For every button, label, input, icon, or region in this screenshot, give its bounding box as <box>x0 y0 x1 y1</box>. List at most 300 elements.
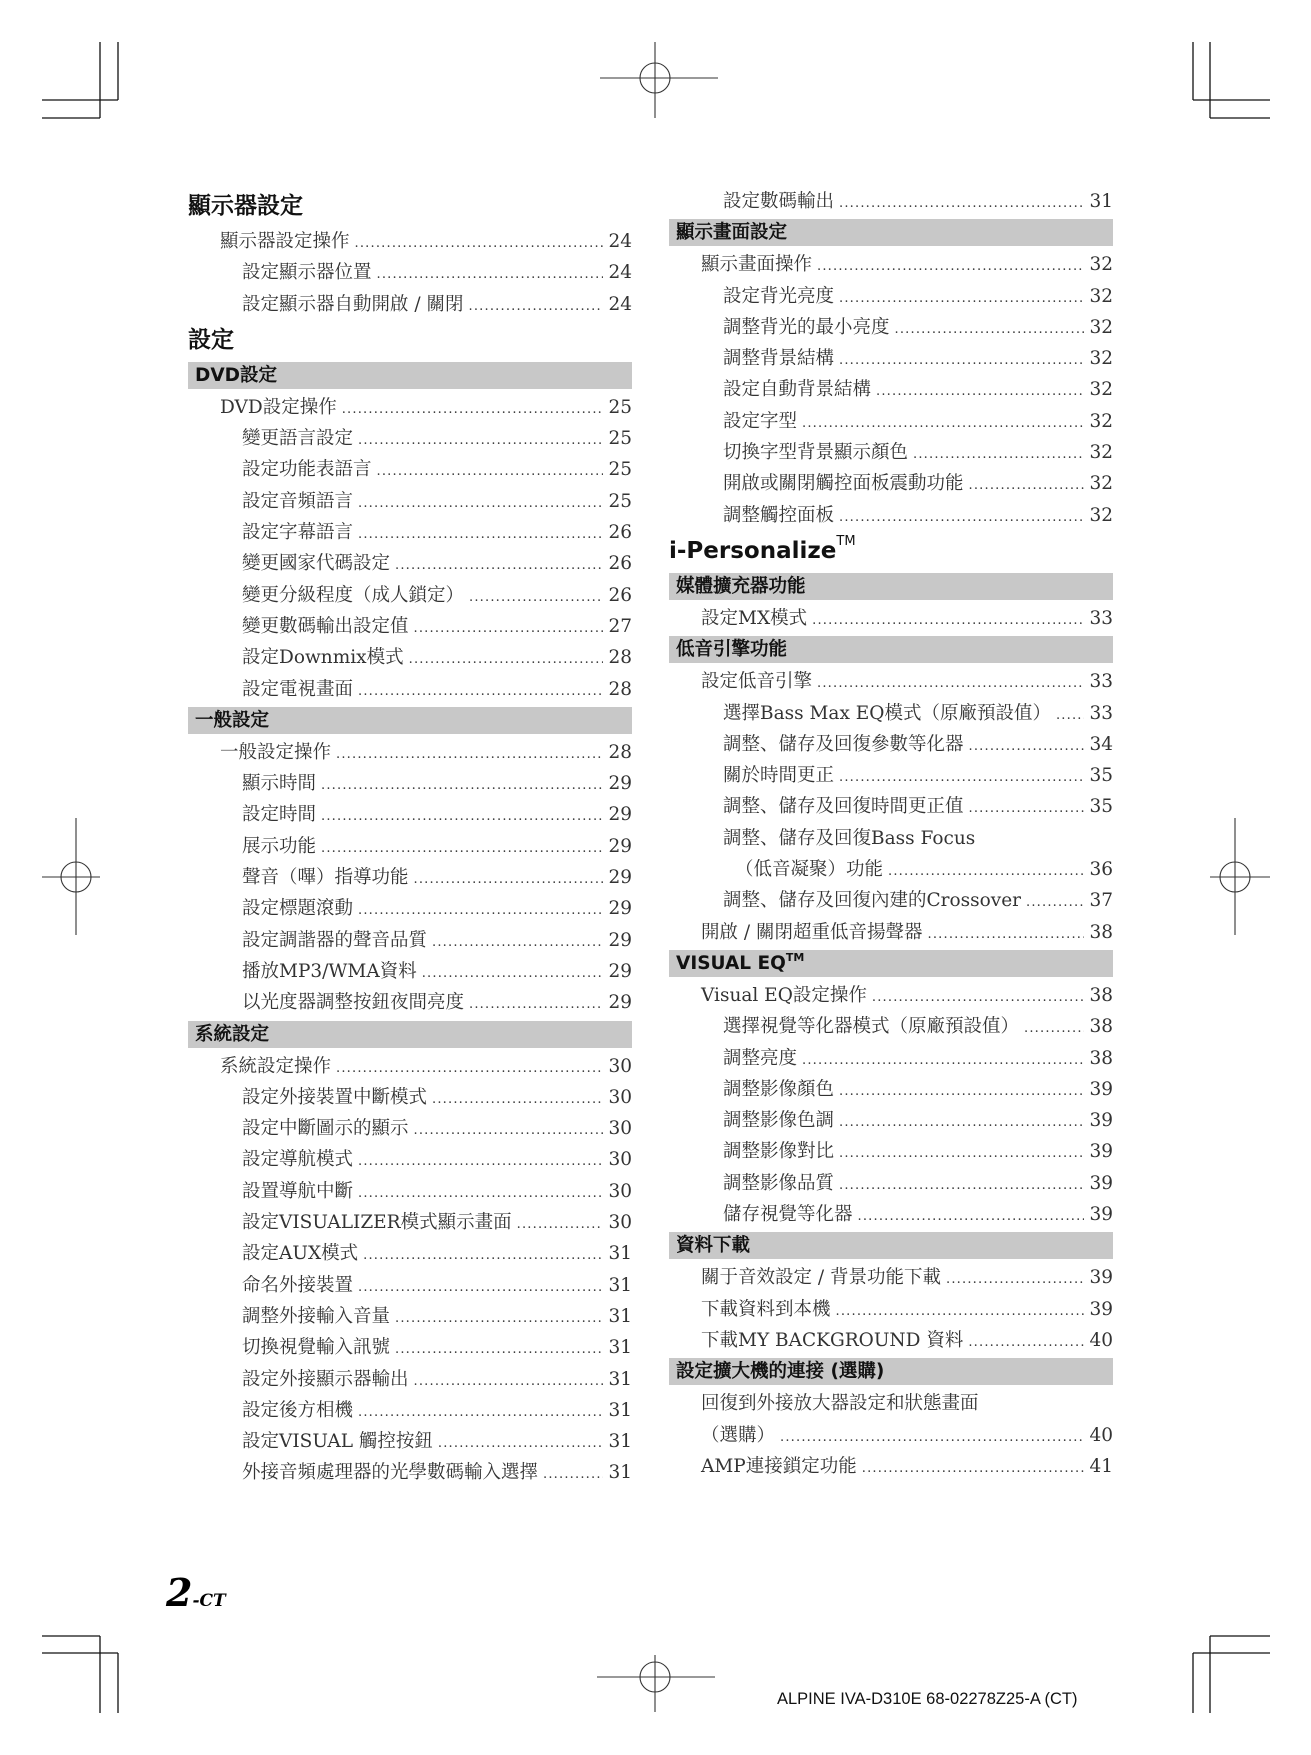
toc-entry[interactable] <box>669 698 1113 729</box>
toc-entry[interactable] <box>669 500 1113 531</box>
toc-entry[interactable] <box>669 281 1113 312</box>
toc-entry-title: 關於時間更正 <box>723 765 835 787</box>
toc-entry[interactable] <box>669 823 1113 854</box>
toc-entry[interactable] <box>188 642 632 673</box>
dot-leader <box>862 1453 1085 1484</box>
toc-entry-page: 41 <box>1089 1455 1113 1477</box>
toc-entry-page: 31 <box>608 1274 632 1296</box>
toc-entry[interactable] <box>669 854 1113 885</box>
toc-entry[interactable] <box>669 468 1113 499</box>
toc-entry-title: 顯示器設定操作 <box>220 231 350 252</box>
toc-entry[interactable] <box>188 674 632 705</box>
dot-leader <box>432 927 603 958</box>
dot-leader <box>839 1170 1084 1201</box>
dot-leader <box>358 895 603 926</box>
toc-entry[interactable] <box>669 791 1113 822</box>
toc-entry-title: 設定調諧器的聲音品質 <box>242 929 428 951</box>
toc-entry-title: 調整亮度 <box>723 1047 798 1069</box>
dot-leader <box>336 1053 603 1084</box>
toc-entry[interactable] <box>669 1325 1113 1356</box>
dot-leader <box>355 228 604 259</box>
toc-entry-title: 外接音頻處理器的光學數碼輸入選擇 <box>242 1462 539 1484</box>
subsection-heading <box>669 219 1113 246</box>
heading-text: DVD設定 <box>195 364 278 386</box>
toc-entry-title: 選擇視覺等化器模式（原廠預設值） <box>723 1016 1020 1038</box>
toc-entry-page: 38 <box>1089 1016 1113 1038</box>
section-heading <box>188 320 632 360</box>
toc-entry[interactable] <box>669 186 1113 217</box>
toc-entry[interactable] <box>188 289 632 320</box>
toc-entry-title: 設定時間 <box>242 804 317 826</box>
toc-entry[interactable] <box>188 1301 632 1332</box>
dot-leader <box>336 739 603 770</box>
toc-entry[interactable] <box>188 799 632 830</box>
subsection-heading <box>188 707 632 734</box>
toc-entry-title: 設定外接顯示器輸出 <box>242 1368 409 1390</box>
dot-leader <box>839 1076 1084 1107</box>
toc-entry[interactable] <box>188 987 632 1018</box>
toc-entry-page: 31 <box>608 1243 632 1265</box>
dot-leader <box>395 1334 603 1365</box>
dot-leader <box>321 801 603 832</box>
toc-entry-title: AMP連接鎖定功能 <box>701 1455 857 1477</box>
toc-entry-title: 切換字型背景顯示顏色 <box>723 442 909 464</box>
subsection-heading <box>669 636 1113 663</box>
toc-entry-title: 設定低音引擎 <box>701 671 813 693</box>
toc-entry-page: 29 <box>608 804 632 826</box>
dot-leader <box>358 1272 603 1303</box>
dot-leader <box>969 793 1085 824</box>
toc-entry-title: 設定Downmix模式 <box>242 647 404 669</box>
toc-entry-page: 25 <box>608 396 632 418</box>
toc-entry[interactable] <box>188 580 632 611</box>
toc-entry-page: 31 <box>1089 191 1113 212</box>
toc-entry-page: 33 <box>1089 702 1113 724</box>
toc-entry[interactable] <box>669 1043 1113 1074</box>
toc-entry[interactable] <box>188 768 632 799</box>
dot-leader <box>358 1146 603 1177</box>
toc-entry[interactable] <box>188 1144 632 1175</box>
dot-leader <box>469 291 604 322</box>
toc-entry-page: 32 <box>1089 379 1113 401</box>
toc-entry-title: 聲音（嗶）指導功能 <box>242 867 409 889</box>
toc-entry[interactable] <box>669 406 1113 437</box>
dot-leader <box>358 425 603 456</box>
toc-entry[interactable] <box>188 925 632 956</box>
toc-entry-title: 設定標題滾動 <box>242 898 354 920</box>
toc-entry[interactable] <box>188 1176 632 1207</box>
toc-entry-page: 31 <box>608 1368 632 1390</box>
toc-entry-page: 26 <box>608 522 632 544</box>
toc-entry-title: 顯示畫面操作 <box>701 254 813 276</box>
toc-entry[interactable] <box>188 956 632 987</box>
heading-text: 顯示器設定 <box>188 193 303 219</box>
dot-leader <box>780 1422 1084 1453</box>
toc-entry[interactable] <box>188 1082 632 1113</box>
dot-leader <box>802 408 1084 439</box>
dot-leader <box>342 394 604 425</box>
dot-leader <box>358 519 603 550</box>
toc-entry-page: 28 <box>608 647 632 669</box>
dot-leader <box>422 958 604 989</box>
dot-leader <box>876 376 1084 407</box>
toc-entry-title: 開啟或關閉觸控面板震動功能 <box>723 473 964 495</box>
toc-entry[interactable] <box>669 729 1113 760</box>
toc-entry[interactable] <box>188 893 632 924</box>
toc-entry-page: 31 <box>608 1462 632 1484</box>
dot-leader <box>395 1303 603 1334</box>
toc-entry[interactable] <box>188 1457 632 1488</box>
dot-leader <box>817 251 1084 282</box>
toc-entry[interactable] <box>669 312 1113 343</box>
toc-entry-title: 切換視覺輸入訊號 <box>242 1337 391 1359</box>
toc-entry-page: 40 <box>1089 1329 1113 1351</box>
dot-leader <box>969 470 1085 501</box>
toc-entry[interactable] <box>188 226 632 257</box>
heading-text: 系統設定 <box>195 1023 270 1045</box>
dot-leader <box>1026 887 1084 918</box>
dot-leader <box>895 314 1085 345</box>
toc-entry[interactable] <box>188 454 632 485</box>
toc-entry-title: 調整背光的最小亮度 <box>723 316 890 338</box>
dot-leader <box>839 502 1084 533</box>
toc-entry[interactable] <box>188 1238 632 1269</box>
dot-leader <box>928 919 1085 950</box>
toc-entry[interactable] <box>669 1011 1113 1042</box>
toc-entry-title: 設定電視畫面 <box>242 678 354 700</box>
toc-entry[interactable] <box>188 1113 632 1144</box>
toc-entry-title: 設定數碼輸出 <box>723 191 835 212</box>
page-number <box>166 1570 226 1615</box>
toc-entry[interactable] <box>188 862 632 893</box>
dot-leader <box>414 864 604 895</box>
dot-leader <box>432 1084 603 1115</box>
dot-leader <box>321 770 603 801</box>
dot-leader <box>438 1428 604 1459</box>
toc-entry-title: 設定VISUAL 觸控按鈕 <box>242 1431 433 1453</box>
toc-entry-page: 39 <box>1089 1172 1113 1194</box>
toc-entry-page: 38 <box>1089 1047 1113 1069</box>
toc-entry-title: 調整影像品質 <box>723 1172 835 1194</box>
toc-entry-title: 調整觸控面板 <box>723 504 835 526</box>
toc-entry[interactable] <box>669 1262 1113 1293</box>
toc-entry-title: 儲存視覺等化器 <box>723 1204 853 1226</box>
toc-entry[interactable] <box>188 1332 632 1363</box>
toc-entry-page: 30 <box>608 1086 632 1108</box>
toc-entry-title: 調整、儲存及回復內建的Crossover <box>723 890 1022 912</box>
toc-entry[interactable] <box>188 486 632 517</box>
toc-entry[interactable] <box>188 831 632 862</box>
dot-leader <box>946 1264 1084 1295</box>
dot-leader <box>839 283 1084 314</box>
toc-entry-page: 31 <box>608 1431 632 1453</box>
toc-entry[interactable] <box>669 917 1113 948</box>
dot-leader <box>839 762 1084 793</box>
toc-entry-page: 31 <box>608 1305 632 1327</box>
toc-entry-page: 32 <box>1089 442 1113 464</box>
toc-entry[interactable] <box>188 1051 632 1082</box>
toc-entry-page: 30 <box>608 1212 632 1234</box>
toc-entry-title: 調整、儲存及回復參數等化器 <box>723 733 964 755</box>
toc-entry-page: 32 <box>1089 410 1113 432</box>
subsection-heading <box>669 1232 1113 1259</box>
toc-entry-page: 32 <box>1089 504 1113 526</box>
dot-leader <box>1056 700 1085 731</box>
toc-entry-page: 29 <box>608 898 632 920</box>
section-heading <box>669 531 1113 571</box>
toc-entry-title: 選擇Bass Max EQ模式（原廠預設值） <box>723 702 1051 724</box>
toc-entry-page: 39 <box>1089 1204 1113 1226</box>
toc-entry-page: 35 <box>1089 796 1113 818</box>
toc-entry[interactable] <box>669 1388 1113 1419</box>
toc-entry-page: 29 <box>608 929 632 951</box>
toc-entry-title: （低音凝聚）功能 <box>735 859 884 881</box>
toc-entry-page: 29 <box>608 992 632 1014</box>
toc-entry-page: 30 <box>608 1055 632 1077</box>
heading-text: 設定擴大機的連接 (選購) <box>676 1361 885 1383</box>
toc-entry-title: 設定顯示器自動開啟 / 關閉 <box>242 293 464 315</box>
toc-entry-page: 39 <box>1089 1267 1113 1289</box>
section-heading <box>188 186 632 226</box>
subsection-heading <box>669 573 1113 600</box>
toc-entry-page: 25 <box>608 459 632 481</box>
toc-entry-title: 調整外接輸入音量 <box>242 1305 391 1327</box>
toc-entry-page: 25 <box>608 490 632 512</box>
toc-entry-page: 26 <box>608 553 632 575</box>
dot-leader <box>414 613 604 644</box>
toc-entry[interactable] <box>669 374 1113 405</box>
toc-entry-title: 調整、儲存及回復Bass Focus <box>723 827 976 849</box>
toc-entry[interactable] <box>669 343 1113 374</box>
page-number-suffix: -CT <box>192 1591 226 1611</box>
toc-entry-title: 設定背光亮度 <box>723 285 835 307</box>
toc-entry-page: 39 <box>1089 1141 1113 1163</box>
toc-entry-page: 30 <box>608 1118 632 1140</box>
toc-entry-title: 設置導航中斷 <box>242 1180 354 1202</box>
toc-entry[interactable] <box>669 1294 1113 1325</box>
toc-entry[interactable] <box>669 249 1113 280</box>
dot-leader <box>836 1296 1085 1327</box>
toc-entry[interactable] <box>188 1426 632 1457</box>
toc-entry-title: 設定字型 <box>723 410 798 432</box>
dot-leader <box>395 550 603 581</box>
heading-text: 設定 <box>188 326 234 353</box>
toc-entry[interactable] <box>188 1207 632 1238</box>
toc-entry-page: 24 <box>608 262 632 284</box>
toc-entry-page: 38 <box>1089 984 1113 1006</box>
toc-entry-page: 33 <box>1089 671 1113 693</box>
toc-entry-page: 29 <box>608 867 632 889</box>
dot-leader <box>802 1045 1084 1076</box>
toc-entry[interactable] <box>188 423 632 454</box>
toc-entry-page: 32 <box>1089 285 1113 307</box>
toc-entry[interactable] <box>188 1364 632 1395</box>
dot-leader <box>358 676 603 707</box>
toc-entry[interactable] <box>669 1168 1113 1199</box>
toc-entry[interactable] <box>669 437 1113 468</box>
toc-entry-page: 36 <box>1089 859 1113 881</box>
toc-entry-page: 40 <box>1089 1424 1113 1446</box>
toc-entry[interactable] <box>669 1136 1113 1167</box>
toc-entry-page: 39 <box>1089 1298 1113 1320</box>
dot-leader <box>517 1209 604 1240</box>
toc-entry-title: 回復到外接放大器設定和狀態畫面 <box>701 1393 979 1415</box>
toc-entry-title: 下載MY BACKGROUND 資料 <box>701 1329 964 1351</box>
toc-entry[interactable] <box>669 1105 1113 1136</box>
toc-entry[interactable] <box>188 257 632 288</box>
toc-entry-title: 命名外接裝置 <box>242 1274 354 1296</box>
heading-text: i-Personalize <box>669 537 837 564</box>
toc-entry-title: 展示功能 <box>242 835 317 857</box>
toc-entry-page: 28 <box>608 741 632 763</box>
toc-entry-title: 以光度器調整按鈕夜間亮度 <box>242 992 465 1014</box>
toc-entry-page: 25 <box>608 428 632 450</box>
toc-entry-title: 設定外接裝置中斷模式 <box>242 1086 428 1108</box>
toc-entry-page: 29 <box>608 773 632 795</box>
toc-entry-page: 32 <box>1089 473 1113 495</box>
dot-leader <box>839 1107 1084 1138</box>
heading-text: 媒體擴充器功能 <box>676 575 806 597</box>
subsection-heading <box>188 1021 632 1048</box>
dot-leader <box>812 605 1084 636</box>
toc-entry-title: 變更語言設定 <box>242 428 354 450</box>
toc-entry[interactable] <box>669 760 1113 791</box>
toc-right-column <box>669 186 1113 1482</box>
subsection-heading <box>669 950 1113 977</box>
toc-entry-page: 28 <box>608 678 632 700</box>
toc-entry-page: 31 <box>608 1337 632 1359</box>
toc-entry-title: 調整、儲存及回復時間更正值 <box>723 796 964 818</box>
toc-entry-title: 設定自動背景結構 <box>723 379 872 401</box>
dot-leader <box>839 188 1084 219</box>
toc-entry-page: 32 <box>1089 348 1113 370</box>
toc-entry-page: 34 <box>1089 733 1113 755</box>
toc-entry[interactable] <box>669 666 1113 697</box>
toc-entry-title: 設定VISUALIZER模式顯示畫面 <box>242 1212 512 1234</box>
heading-text: VISUAL EQ <box>676 952 786 974</box>
trademark-mark: TM <box>836 533 856 549</box>
toc-entry-title: 調整影像色調 <box>723 1110 835 1132</box>
toc-entry-title: 變更國家代碼設定 <box>242 553 391 575</box>
toc-entry-page: 26 <box>608 584 632 606</box>
toc-entry[interactable] <box>669 603 1113 634</box>
document-footer: ALPINE IVA-D310E 68-02278Z25-A (CT) <box>777 1690 1078 1708</box>
heading-text: 資料下載 <box>676 1235 751 1257</box>
toc-entry[interactable] <box>188 392 632 423</box>
toc-entry-title: 設定導航模式 <box>242 1149 354 1171</box>
dot-leader <box>469 989 603 1020</box>
toc-entry-page: 31 <box>608 1399 632 1421</box>
dot-leader <box>969 731 1085 762</box>
toc-entry-title: 設定顯示器位置 <box>242 262 372 284</box>
toc-entry[interactable] <box>669 1074 1113 1105</box>
toc-entry[interactable] <box>188 1270 632 1301</box>
toc-entry-title: 變更數碼輸出設定值 <box>242 615 409 637</box>
toc-entry[interactable] <box>669 1199 1113 1230</box>
subsection-heading <box>669 1358 1113 1385</box>
toc-entry[interactable] <box>669 1451 1113 1482</box>
toc-entry-title: 開啟 / 關閉超重低音揚聲器 <box>701 921 923 943</box>
toc-entry[interactable] <box>669 885 1113 916</box>
dot-leader <box>858 1201 1085 1232</box>
toc-entry-page: 24 <box>608 231 632 252</box>
subsection-heading <box>188 362 632 389</box>
toc-entry[interactable] <box>188 737 632 768</box>
toc-entry[interactable] <box>188 548 632 579</box>
toc-entry-title: （選購） <box>701 1424 776 1446</box>
toc-entry-title: 設定中斷圖示的顯示 <box>242 1118 409 1140</box>
toc-entry-title: 一般設定操作 <box>220 741 332 763</box>
toc-entry-title: 關于音效設定 / 背景功能下載 <box>701 1267 941 1289</box>
toc-entry-page: 30 <box>608 1180 632 1202</box>
dot-leader <box>414 1115 604 1146</box>
toc-entry-title: 調整影像對比 <box>723 1141 835 1163</box>
toc-entry-page: 24 <box>608 293 632 315</box>
toc-entry-title: 系統設定操作 <box>220 1055 332 1077</box>
dot-leader <box>872 982 1085 1013</box>
toc-entry-page: 39 <box>1089 1078 1113 1100</box>
dot-leader <box>321 833 603 864</box>
toc-entry-title: Visual EQ設定操作 <box>701 984 867 1006</box>
toc-entry-title: 設定字幕語言 <box>242 522 354 544</box>
toc-entry-page: 37 <box>1089 890 1113 912</box>
toc-entry-title: 設定AUX模式 <box>242 1243 359 1265</box>
toc-entry[interactable] <box>188 517 632 548</box>
dot-leader <box>839 345 1084 376</box>
dot-leader <box>469 582 603 613</box>
toc-entry-page: 27 <box>608 615 632 637</box>
page-number-value: 2 <box>166 1570 193 1615</box>
toc-entry[interactable] <box>188 611 632 642</box>
toc-entry-title: 播放MP3/WMA資料 <box>242 960 417 982</box>
dot-leader <box>543 1459 603 1490</box>
dot-leader <box>409 644 604 675</box>
toc-entry-title: DVD設定操作 <box>220 396 337 418</box>
dot-leader <box>839 1138 1084 1169</box>
trademark-mark: TM <box>785 950 805 964</box>
dot-leader <box>1024 1013 1084 1044</box>
toc-entry-page: 30 <box>608 1149 632 1171</box>
toc-entry-title: 調整背景結構 <box>723 348 835 370</box>
toc-entry[interactable] <box>188 1395 632 1426</box>
heading-text: 一般設定 <box>195 709 270 731</box>
dot-leader <box>358 1178 603 1209</box>
toc-entry-page: 32 <box>1089 316 1113 338</box>
heading-text: 低音引擎功能 <box>676 639 788 661</box>
dot-leader <box>913 439 1084 470</box>
toc-entry-page: 29 <box>608 835 632 857</box>
toc-entry-title: 設定音頻語言 <box>242 490 354 512</box>
toc-entry[interactable] <box>669 1420 1113 1451</box>
toc-entry-page: 33 <box>1089 607 1113 629</box>
toc-entry-page: 38 <box>1089 921 1113 943</box>
dot-leader <box>363 1240 603 1271</box>
dot-leader <box>817 668 1084 699</box>
toc-entry-title: 調整影像顏色 <box>723 1078 835 1100</box>
dot-leader <box>968 1327 1084 1358</box>
dot-leader <box>377 456 604 487</box>
toc-left-column <box>188 186 632 1489</box>
toc-entry-title: 變更分級程度（成人鎖定） <box>242 584 465 606</box>
toc-entry-page: 39 <box>1089 1110 1113 1132</box>
dot-leader <box>377 259 604 290</box>
dot-leader <box>888 856 1084 887</box>
dot-leader <box>414 1366 604 1397</box>
toc-entry-title: 下載資料到本機 <box>701 1298 831 1320</box>
toc-entry-title: 設定後方相機 <box>242 1399 354 1421</box>
dot-leader <box>358 488 603 519</box>
toc-entry[interactable] <box>669 980 1113 1011</box>
